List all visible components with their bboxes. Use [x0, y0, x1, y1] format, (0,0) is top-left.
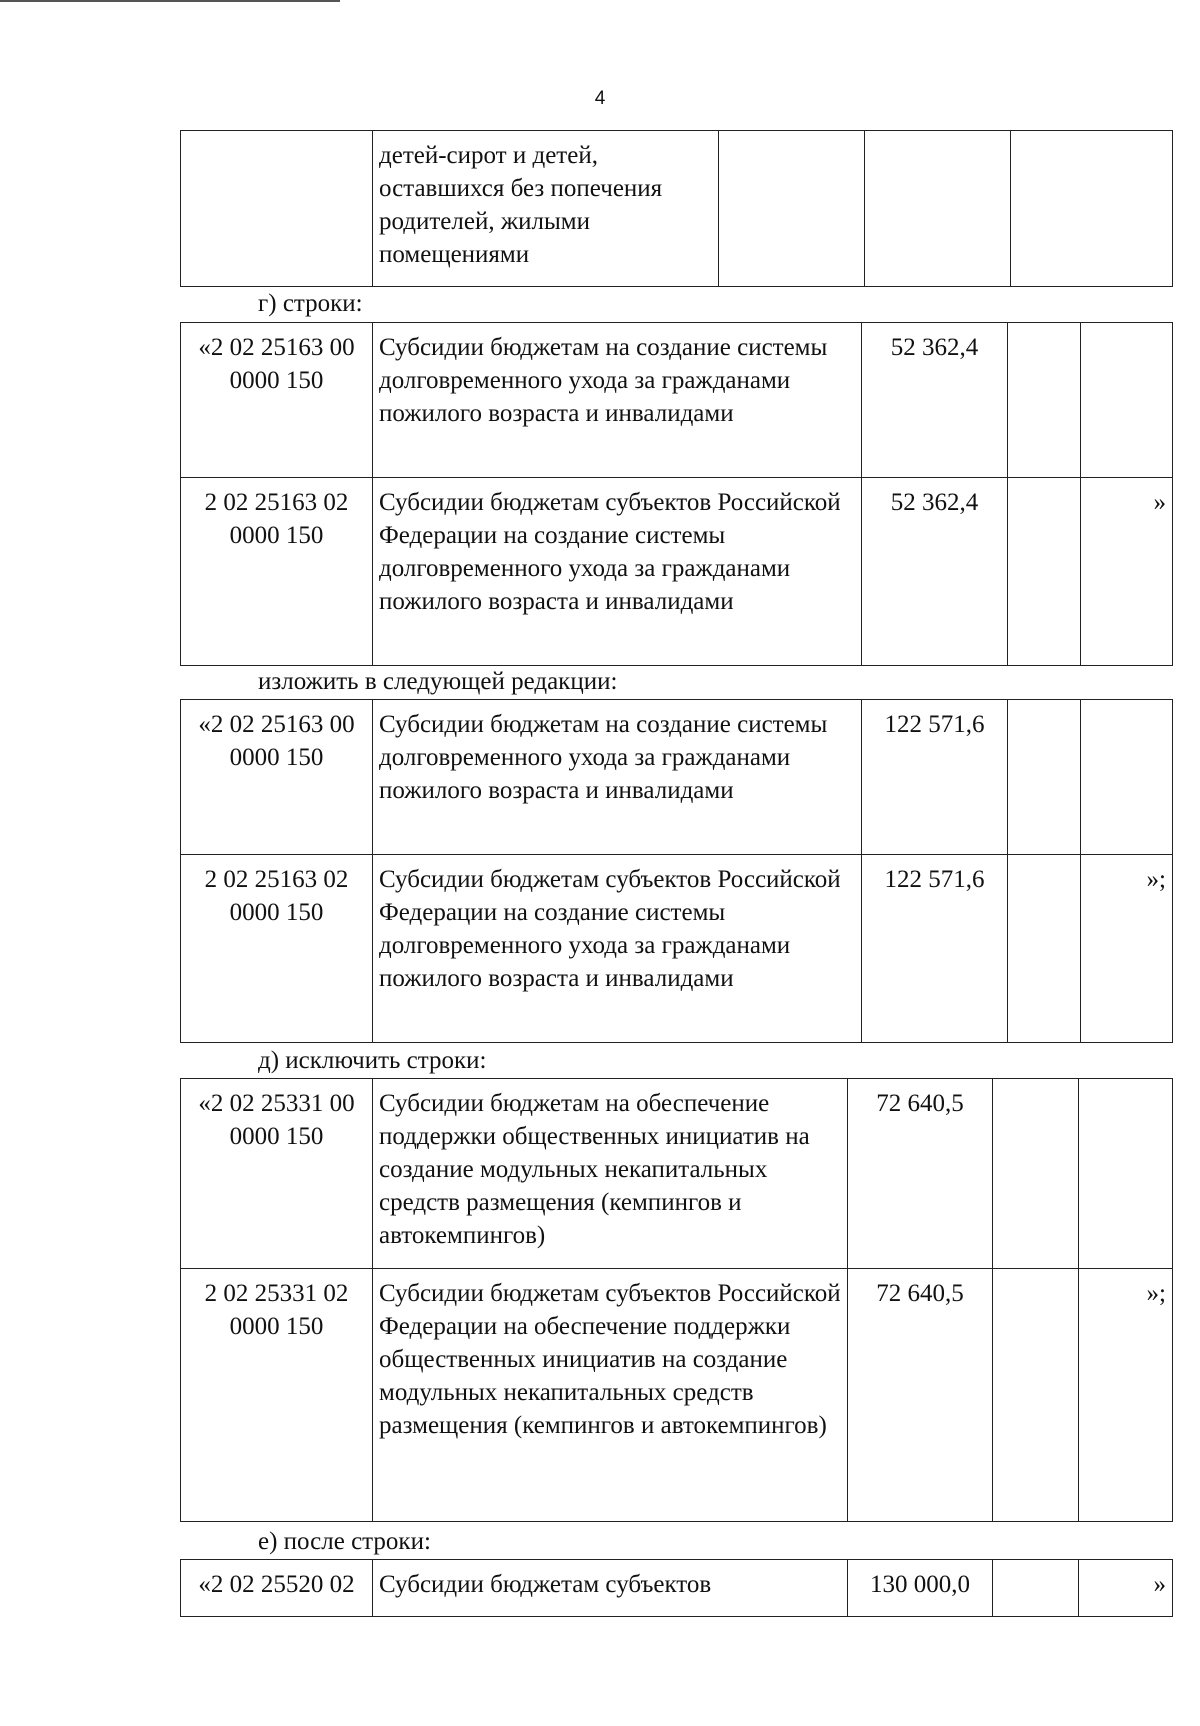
- table-continuation: [180, 130, 1173, 287]
- description-cell: детей-сирот и детей, оставшихся без попечения родителей, жилыми помещениями: [373, 131, 719, 287]
- mark-cell: »: [1079, 1560, 1173, 1617]
- description-cell: Субсидии бюджетам субъектов Российской Федерации на обеспечение поддержки общественных инициатив на создание модульных некапитальных средств размещения (кемпингов и автокемпингов): [373, 1269, 848, 1522]
- caption-g: г) строки:: [258, 290, 363, 317]
- empty-cell: [865, 131, 1011, 287]
- empty-cell: [993, 1079, 1079, 1269]
- description-cell: Субсидии бюджетам на обеспечение поддержки общественных инициатив на создание модульных некапитальных средств размещения (кемпингов и автокемпингов): [373, 1079, 848, 1269]
- empty-cell: [993, 1560, 1079, 1617]
- code-cell: «2 02 25163 00 0000 150: [181, 700, 373, 855]
- caption-izlozhit: изложить в следующей редакции:: [258, 668, 618, 695]
- code-cell: 2 02 25163 02 0000 150: [181, 478, 373, 666]
- mark-cell: [1079, 1079, 1173, 1269]
- mark-cell: [1081, 700, 1173, 855]
- mark-cell: »;: [1079, 1269, 1173, 1522]
- description-cell: Субсидии бюджетам субъектов Российской Федерации на создание системы долговременного ухода за гражданами пожилого возраста и инвалидами: [373, 478, 862, 666]
- empty-cell: [1008, 700, 1081, 855]
- code-cell: [181, 131, 373, 287]
- amount-cell: 52 362,4: [862, 323, 1008, 478]
- amount-cell: 72 640,5: [848, 1079, 993, 1269]
- caption-e: е) после строки:: [258, 1528, 431, 1555]
- amount-cell: 122 571,6: [862, 700, 1008, 855]
- code-cell: «2 02 25163 00 0000 150: [181, 323, 373, 478]
- amount-cell: 52 362,4: [862, 478, 1008, 666]
- table-g-rows: [180, 322, 1173, 666]
- amount-cell: 122 571,6: [862, 855, 1008, 1043]
- code-cell: «2 02 25331 00 0000 150: [181, 1079, 373, 1269]
- caption-d: д) исключить строки:: [258, 1047, 487, 1074]
- table-row: [181, 855, 1173, 1043]
- page-number: 4: [594, 88, 606, 109]
- code-cell: 2 02 25331 02 0000 150: [181, 1269, 373, 1522]
- mark-cell: »: [1081, 478, 1173, 666]
- empty-cell: [1008, 323, 1081, 478]
- description-cell: Субсидии бюджетам субъектов: [373, 1560, 848, 1617]
- table-row: [181, 478, 1173, 666]
- amount-cell: 72 640,5: [848, 1269, 993, 1522]
- table-row: [181, 1079, 1173, 1269]
- description-cell: Субсидии бюджетам на создание системы долговременного ухода за гражданами пожилого возраста и инвалидами: [373, 700, 862, 855]
- table-row: [181, 1560, 1173, 1617]
- amount-cell: [719, 131, 865, 287]
- description-cell: Субсидии бюджетам субъектов Российской Федерации на создание системы долговременного ухода за гражданами пожилого возраста и инвалидами: [373, 855, 862, 1043]
- empty-cell: [993, 1269, 1079, 1522]
- code-cell: «2 02 25520 02: [181, 1560, 373, 1617]
- amount-cell: 130 000,0: [848, 1560, 993, 1617]
- table-row: [181, 700, 1173, 855]
- table-excluded-rows: [180, 1078, 1173, 1522]
- description-cell: Субсидии бюджетам на создание системы долговременного ухода за гражданами пожилого возраста и инвалидами: [373, 323, 862, 478]
- empty-cell: [1008, 855, 1081, 1043]
- table-row: [181, 1269, 1173, 1522]
- empty-cell: [1008, 478, 1081, 666]
- table-after-row: [180, 1559, 1173, 1617]
- mark-cell: »;: [1081, 855, 1173, 1043]
- mark-cell: [1011, 131, 1173, 287]
- table-row: [181, 323, 1173, 478]
- mark-cell: [1081, 323, 1173, 478]
- scan-edge-line: [0, 0, 340, 2]
- code-cell: 2 02 25163 02 0000 150: [181, 855, 373, 1043]
- table-new-edition: [180, 699, 1173, 1043]
- table-row: [181, 131, 1173, 287]
